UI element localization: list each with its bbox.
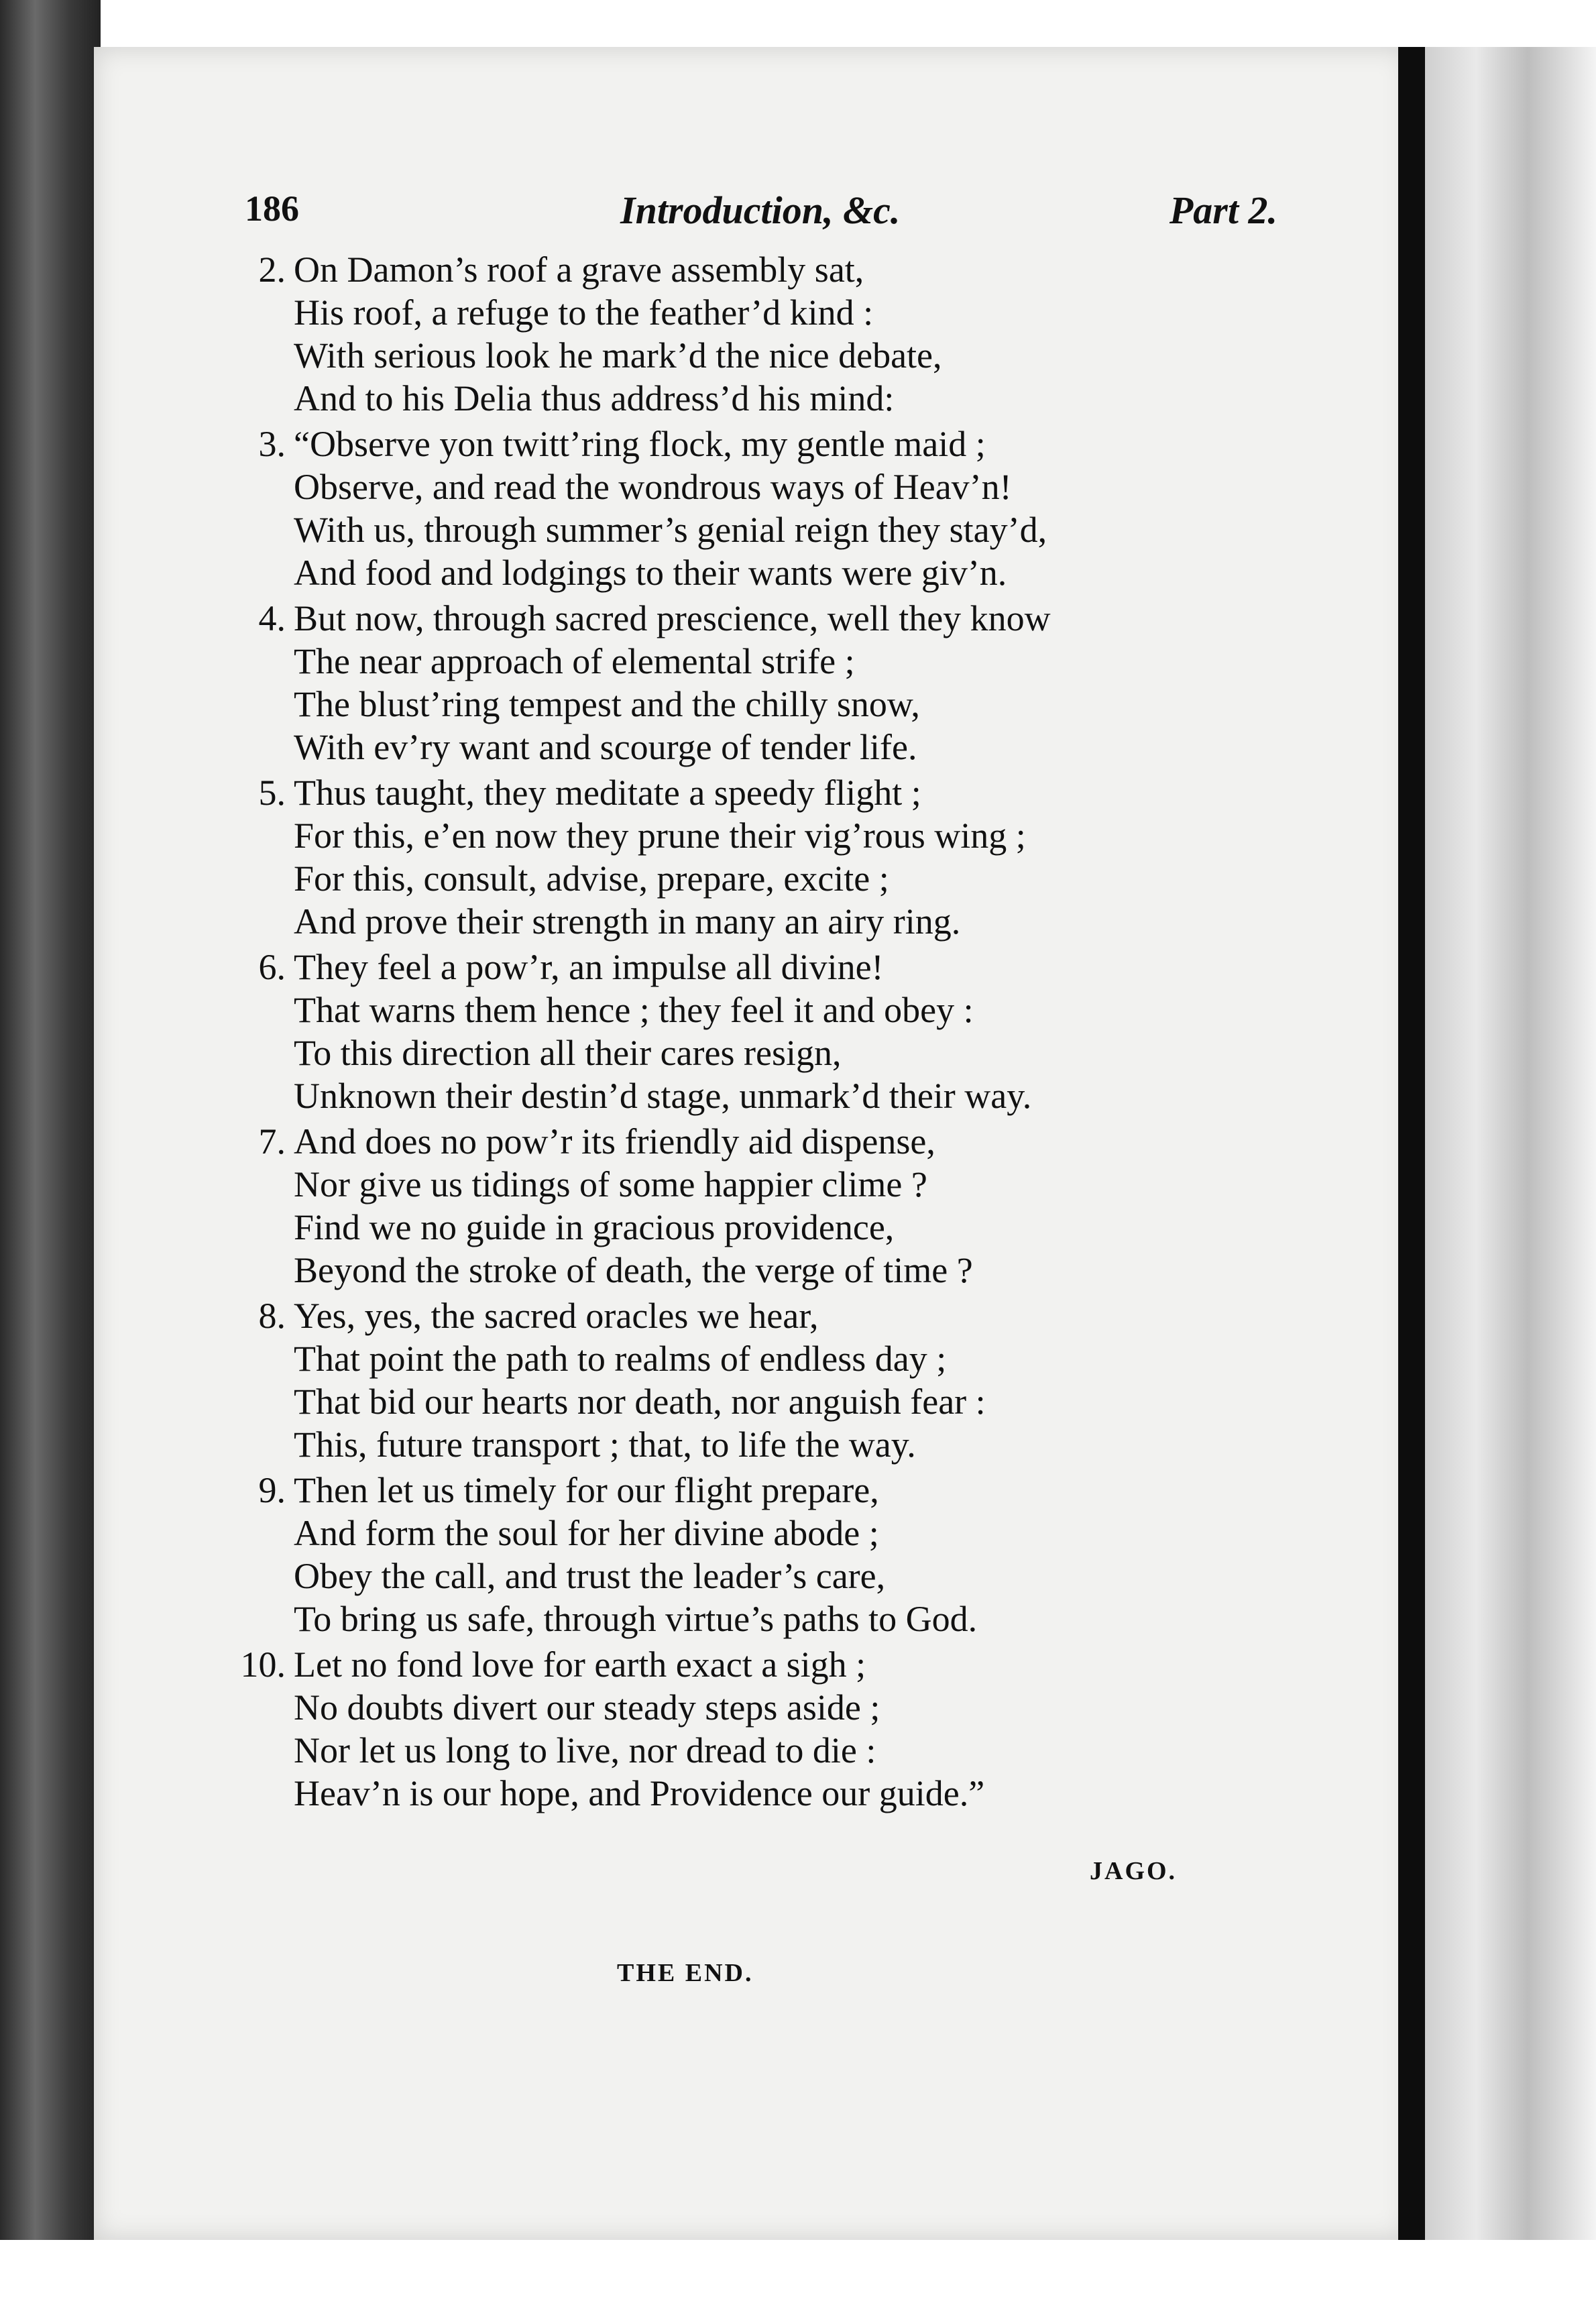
scan-bottom-margin [0, 2240, 1596, 2307]
stanza [235, 946, 1281, 1117]
poem-line [235, 1512, 1281, 1555]
poem-line [235, 814, 1281, 857]
scan-top-margin [0, 0, 1596, 47]
line-text: That warns them hence ; they feel it and obey : [294, 990, 974, 1030]
line-text: Obey the call, and trust the leader’s care, [294, 1556, 886, 1596]
poem-line [235, 1249, 1281, 1292]
poem-line [235, 900, 1281, 943]
stanza [235, 1643, 1281, 1815]
author-signature: JAGO. [1090, 1857, 1178, 1885]
poem-line [235, 1380, 1281, 1423]
line-text: “Observe yon twitt’ring flock, my gentle maid ; [294, 424, 986, 464]
facing-page-edge [1425, 47, 1596, 2240]
line-text: Thus taught, they meditate a speedy flight ; [294, 773, 921, 813]
line-text: Observe, and read the wondrous ways of Heav’n! [294, 467, 1012, 507]
poem-line [235, 597, 1281, 640]
poem-line [235, 1555, 1281, 1597]
poem-line [235, 1729, 1281, 1772]
poem-line [235, 1423, 1281, 1466]
line-text: That point the path to realms of endless day ; [294, 1339, 947, 1379]
page-number: 186 [245, 188, 299, 229]
poem-line [235, 334, 1281, 377]
scan-left-edge [0, 0, 101, 2307]
poem-body [235, 248, 1281, 1817]
poem-line [235, 1206, 1281, 1249]
poem-line [235, 1163, 1281, 1206]
line-text: With us, through summer’s genial reign they stay’d, [294, 510, 1047, 550]
line-text: Beyond the stroke of death, the verge of time ? [294, 1250, 973, 1290]
line-text: For this, e’en now they prune their vig’rous wing ; [294, 815, 1026, 856]
stanza [235, 597, 1281, 769]
stanza [235, 771, 1281, 943]
poem-line [235, 989, 1281, 1031]
poem-line [235, 1469, 1281, 1512]
line-text: Let no fond love for earth exact a sigh ; [294, 1644, 866, 1685]
line-text: Heav’n is our hope, and Providence our guide.” [294, 1773, 985, 1813]
poem-line [235, 1597, 1281, 1640]
poem-line [235, 1074, 1281, 1117]
stanza [235, 1120, 1281, 1292]
line-text: And prove their strength in many an airy ring. [294, 901, 961, 942]
line-text: To bring us safe, through virtue’s paths to God. [294, 1599, 978, 1639]
running-title: Introduction, &c. [620, 188, 901, 232]
line-text: And does no pow’r its friendly aid dispense, [294, 1121, 935, 1162]
part-label: Part 2. [1169, 188, 1277, 232]
line-text: Nor let us long to live, nor dread to die : [294, 1730, 876, 1770]
line-text: Unknown their destin’d stage, unmark’d their way. [294, 1076, 1032, 1116]
poem-line [235, 465, 1281, 508]
line-text: And form the soul for her divine abode ; [294, 1513, 879, 1553]
poem-line [235, 1294, 1281, 1337]
line-text: The near approach of elemental strife ; [294, 641, 855, 681]
stanza [235, 1294, 1281, 1466]
running-header [245, 188, 1277, 248]
poem-line [235, 1643, 1281, 1686]
poem-line [235, 1120, 1281, 1163]
poem-line [235, 423, 1281, 465]
poem-line [235, 1686, 1281, 1729]
poem-line [235, 1772, 1281, 1815]
poem-line [235, 551, 1281, 594]
poem-line [235, 1337, 1281, 1380]
poem-line [235, 377, 1281, 420]
stanza-number: 6. [258, 947, 286, 987]
poem-line [235, 248, 1281, 291]
stanza [235, 1469, 1281, 1640]
stanza-number: 10. [240, 1644, 286, 1685]
line-text: That bid our hearts nor death, nor anguish fear : [294, 1382, 986, 1422]
stanza-number: 8. [258, 1296, 286, 1336]
line-text: The blust’ring tempest and the chilly snow, [294, 684, 920, 724]
poem-line [235, 946, 1281, 989]
line-text: With ev’ry want and scourge of tender life. [294, 727, 917, 767]
poem-line [235, 683, 1281, 726]
line-text: With serious look he mark’d the nice debate, [294, 335, 942, 376]
poem-line [235, 857, 1281, 900]
line-text: But now, through sacred prescience, well they know [294, 598, 1051, 638]
stanza-number: 4. [258, 598, 286, 638]
line-text: They feel a pow’r, an impulse all divine! [294, 947, 884, 987]
line-text: No doubts divert our steady steps aside ; [294, 1687, 880, 1728]
stanza-number: 7. [258, 1121, 286, 1162]
line-text: And to his Delia thus address’d his mind: [294, 378, 895, 418]
line-text: This, future transport ; that, to life the way. [294, 1424, 916, 1465]
line-text: And food and lodgings to their wants were giv’n. [294, 553, 1007, 593]
line-text: Yes, yes, the sacred oracles we hear, [294, 1296, 819, 1336]
stanza-number: 3. [258, 424, 286, 464]
stanza-number: 9. [258, 1470, 286, 1510]
line-text: Find we no guide in gracious providence, [294, 1207, 895, 1247]
stanza-number: 2. [258, 249, 286, 290]
poem-line [235, 1031, 1281, 1074]
line-text: On Damon’s roof a grave assembly sat, [294, 249, 864, 290]
book-spine-shadow [1398, 47, 1425, 2240]
the-end-label: THE END. [617, 1959, 754, 1987]
poem-line [235, 508, 1281, 551]
poem-line [235, 640, 1281, 683]
poem-line [235, 726, 1281, 769]
poem-line [235, 291, 1281, 334]
line-text: His roof, a refuge to the feather’d kind : [294, 292, 874, 333]
stanza [235, 248, 1281, 420]
poem-line [235, 771, 1281, 814]
line-text: Nor give us tidings of some happier clime ? [294, 1164, 927, 1204]
line-text: To this direction all their cares resign, [294, 1033, 842, 1073]
stanza-number: 5. [258, 773, 286, 813]
line-text: For this, consult, advise, prepare, excite ; [294, 858, 889, 899]
line-text: Then let us timely for our flight prepare, [294, 1470, 879, 1510]
stanza [235, 423, 1281, 594]
